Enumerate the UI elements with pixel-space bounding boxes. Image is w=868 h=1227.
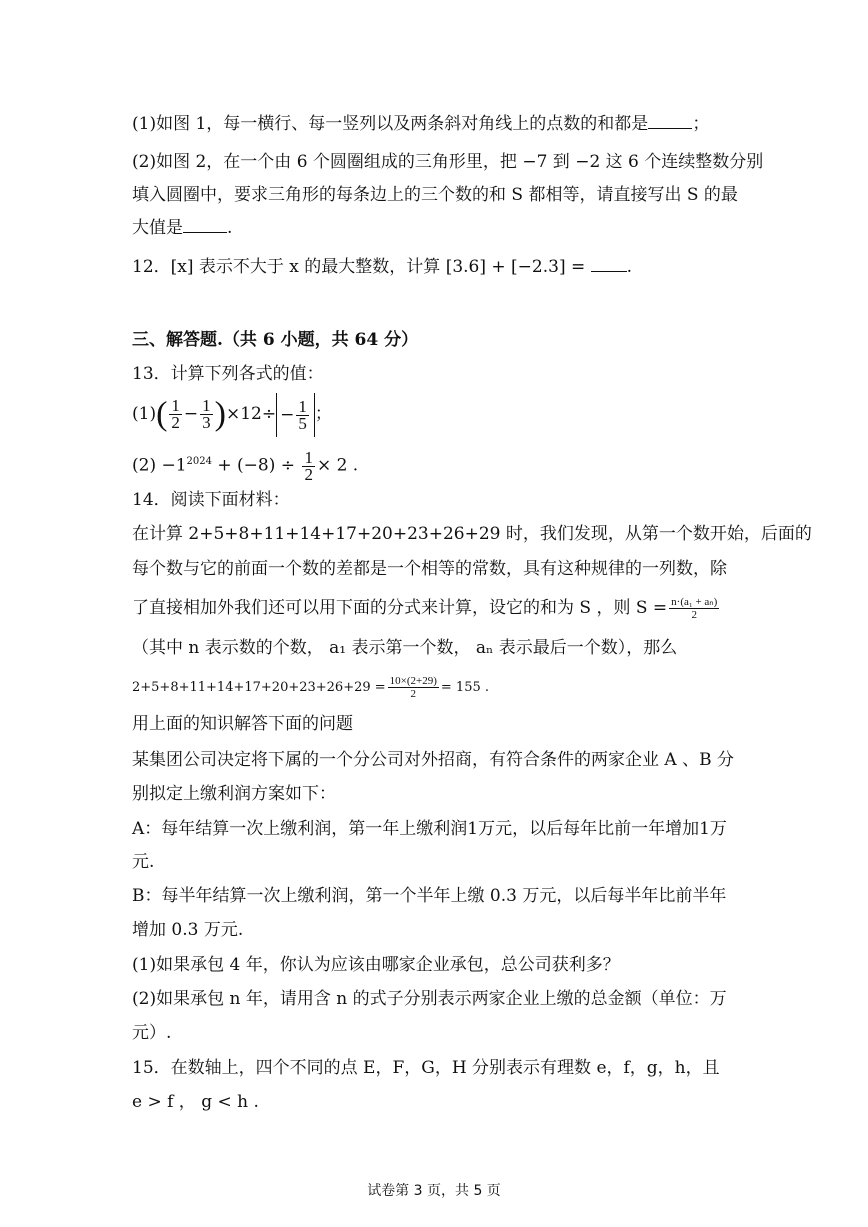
q12 xyxy=(132,255,752,279)
example-fraction xyxy=(388,675,439,700)
q13-p2-end: × 2 . xyxy=(316,455,359,476)
frac-num: 1 xyxy=(304,447,313,467)
q14-line7: 某集团公司决定将下属的一个分公司对外招商，有符合条件的两家企业 A 、B 分 xyxy=(132,750,734,770)
paren-open: ( xyxy=(156,395,168,433)
q14-line6: 用上面的知识解答下面的问题 xyxy=(132,714,353,734)
answer-blank xyxy=(183,216,227,233)
q13-p1-label: (1) xyxy=(132,404,157,424)
q14-title: 14．阅读下面材料： xyxy=(132,490,290,510)
q12-end: . xyxy=(626,257,633,277)
fraction-half xyxy=(169,398,182,431)
q11-part1 xyxy=(132,112,752,136)
q14-line3-text: 了直接相加外我们还可以用下面的分式来计算，设它的和为 S ，则 S = xyxy=(132,598,668,618)
q13-p2-text: (2) −1 xyxy=(132,455,187,476)
q14-line5 xyxy=(132,668,752,708)
frac-den: 2 xyxy=(304,464,313,484)
q15-line1: 15．在数轴上，四个不同的点 E，F，G，H 分别表示有理数 e，f，g，h，且 xyxy=(132,1058,720,1078)
frac-num: n·(a₁ + aₙ) xyxy=(671,596,718,608)
q13-part2 xyxy=(132,442,752,482)
frac-den: 2 xyxy=(410,688,417,700)
fraction-fifth xyxy=(296,396,309,433)
frac-den: 2 xyxy=(171,413,180,432)
answer-blank xyxy=(648,112,692,129)
fraction-third xyxy=(200,398,213,431)
page-footer: 试卷第 3 页，共 5 页 xyxy=(367,1183,501,1199)
q11-part2-c xyxy=(132,216,752,240)
q11-part2-b: 填入圆圈中，要求三角形的每条边上的三个数的和 S 都相等，请直接写出 S 的最 xyxy=(132,185,738,205)
paren-close: ) xyxy=(214,395,226,433)
frac-num: 1 xyxy=(298,396,307,416)
q11-part2-c-text: 大值是 xyxy=(132,218,183,238)
q14-line13: (1)如果承包 4 年，你认为应该由哪家企业承包，总公司获利多？ xyxy=(132,955,620,975)
fraction-half xyxy=(302,447,315,484)
q12-text: [x] 表示不大于 x 的最大整数，计算 [3.6] + [−2.3] = xyxy=(170,257,586,277)
q14-line10: 元. xyxy=(132,852,155,872)
q14-line15: 元）. xyxy=(132,1023,172,1043)
sum-formula xyxy=(669,596,719,621)
frac-den: 3 xyxy=(202,413,211,432)
answer-blank xyxy=(591,255,627,272)
q14-line4: （其中 n 表示数的个数， a₁ 表示第一个数， aₙ 表示最后一个数），那么 xyxy=(132,638,678,658)
q12-number: 12． xyxy=(132,257,171,277)
q14-line14: (2)如果承包 n 年，请用含 n 的式子分别表示两家企业上缴的总金额（单位：万 xyxy=(132,989,727,1009)
q11-part2-a: (2)如图 2，在一个由 6 个圆圈组成的三角形里，把 −7 到 −2 这 6 个连续整数分别 xyxy=(132,152,764,172)
q15-line2: e > f ， g < h . xyxy=(132,1092,259,1112)
q14-line5-text: 2+5+8+11+14+17+20+23+26+29 = xyxy=(132,680,386,695)
frac-num: 1 xyxy=(171,396,180,415)
q11-part1-end: ； xyxy=(692,114,710,134)
q13-part1: (1)( $\frac{1}{2}$ − $\frac{1}{3}$ )×12÷ − $\frac{1}{5}$ ； xyxy=(132,392,752,436)
q13-p2-mid: + (−8) ÷ xyxy=(212,455,301,476)
q11-part2-end: . xyxy=(227,218,233,238)
q14-line2: 每个数与它的前面一个数的差都是一个相等的常数，具有这种规律的一列数，除 xyxy=(132,559,727,579)
q14-line1: 在计算 2+5+8+11+14+17+20+23+26+29 时，我们发现，从第一个数开始，后面的 xyxy=(132,524,812,544)
frac-num: 1 xyxy=(202,396,211,415)
absolute-value: − $\frac{1}{5}$ xyxy=(276,393,315,437)
q13-p2-exponent: 2024 xyxy=(186,456,212,467)
q14-line8: 别拟定上缴利润方案如下： xyxy=(132,784,336,804)
frac-den: 5 xyxy=(298,413,307,433)
q14-line11: B：每半年结算一次上缴利润，第一个半年上缴 0.3 万元，以后每半年比前半年 xyxy=(132,886,727,906)
q14-line9: A：每年结算一次上缴利润，第一年上缴利润1万元，以后每年比前一年增加1万 xyxy=(132,819,727,839)
q13-p1-end: ； xyxy=(314,404,332,424)
section-3-title: 三、解答题.（共 6 小题，共 64 分） xyxy=(132,330,419,350)
q13-title: 13．计算下列各式的值： xyxy=(132,364,324,384)
frac-num: 10×(2+29) xyxy=(389,675,437,687)
frac-den: 2 xyxy=(691,609,697,621)
q11-part1-text: (1)如图 1，每一横行、每一竖列以及两条斜对角线上的点数的和都是 xyxy=(132,114,649,134)
q13-p1-mid: ×12÷ xyxy=(226,404,277,424)
q14-line5-end: = 155 . xyxy=(440,680,490,695)
q14-line3 xyxy=(132,588,752,628)
q14-line12: 增加 0.3 万元. xyxy=(132,920,244,940)
